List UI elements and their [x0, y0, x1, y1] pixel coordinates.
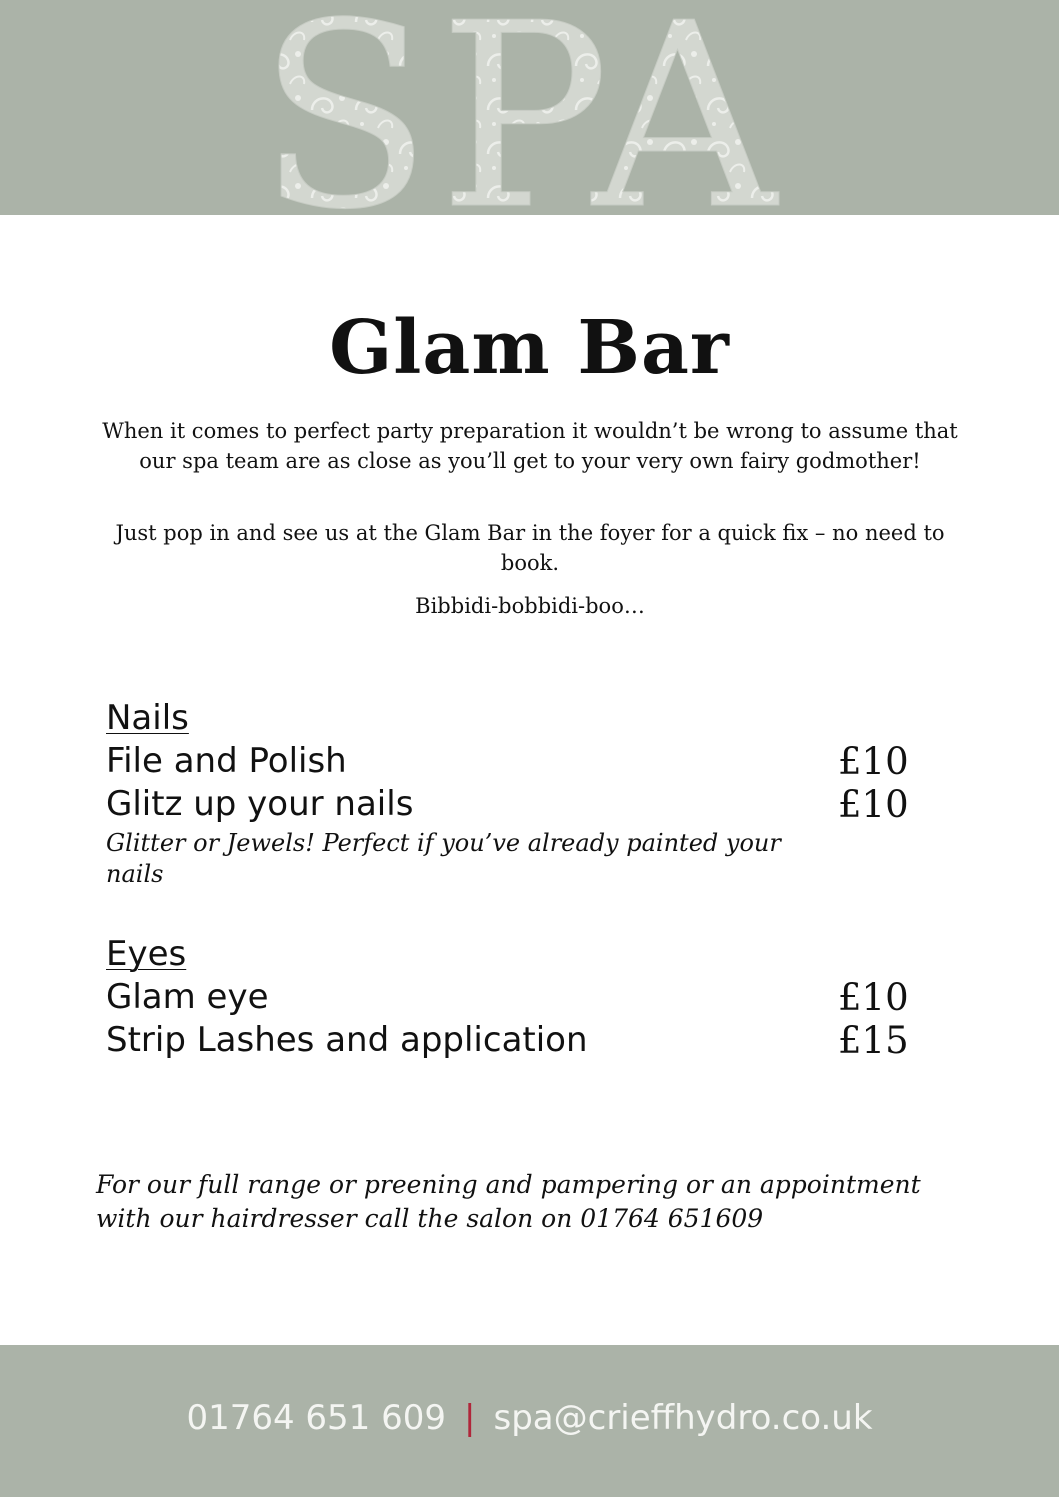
footer-email: spa@crieffhydro.co.uk	[493, 1398, 873, 1438]
menu-item-name: Strip Lashes and application	[106, 1020, 588, 1060]
menu-item-name: Glam eye	[106, 977, 269, 1017]
menu-item-name: Glitz up your nails	[106, 784, 414, 824]
menu-item-price: £10	[838, 783, 909, 826]
intro-paragraph-1: When it comes to perfect party preparation it wouldn’t be wrong to assume that our spa team are as close as you’ll get to your very own fairy godmother!	[102, 419, 958, 473]
menu-item	[106, 976, 909, 1019]
page-title: Glam Bar	[329, 305, 730, 391]
footer-divider: |	[464, 1398, 476, 1438]
section-heading-nails: Nails	[106, 698, 189, 738]
section-heading-eyes: Eyes	[106, 934, 187, 974]
header-band	[0, 0, 1059, 215]
menu-item	[106, 740, 909, 783]
menu-item-price: £15	[838, 1019, 909, 1062]
menu-item	[106, 783, 909, 826]
footer-band	[0, 1345, 1059, 1497]
spa-logo	[0, 0, 1059, 215]
menu-item	[106, 1019, 909, 1062]
salon-footnote: For our full range or preening and pampering or an appointment with our hairdresser call the salon on 01764 651609	[96, 1170, 921, 1233]
footer-phone: 01764 651 609	[186, 1398, 447, 1438]
menu-item-price: £10	[838, 976, 909, 1019]
intro-paragraph-2: Just pop in and see us at the Glam Bar in the foyer for a quick fix – no need to book.	[115, 521, 945, 575]
section-nails	[106, 696, 909, 890]
menu-item-name: File and Polish	[106, 741, 347, 781]
menu-item-price: £10	[838, 740, 909, 783]
menu-item-note: Glitter or Jewels! Perfect if you’ve already painted your nails	[106, 829, 781, 888]
footer-contact	[0, 1393, 1059, 1443]
intro-paragraph-3: Bibbidi-bobbidi-boo…	[415, 594, 645, 618]
section-eyes	[106, 932, 909, 1062]
spa-logo-text: SPA	[257, 0, 783, 215]
